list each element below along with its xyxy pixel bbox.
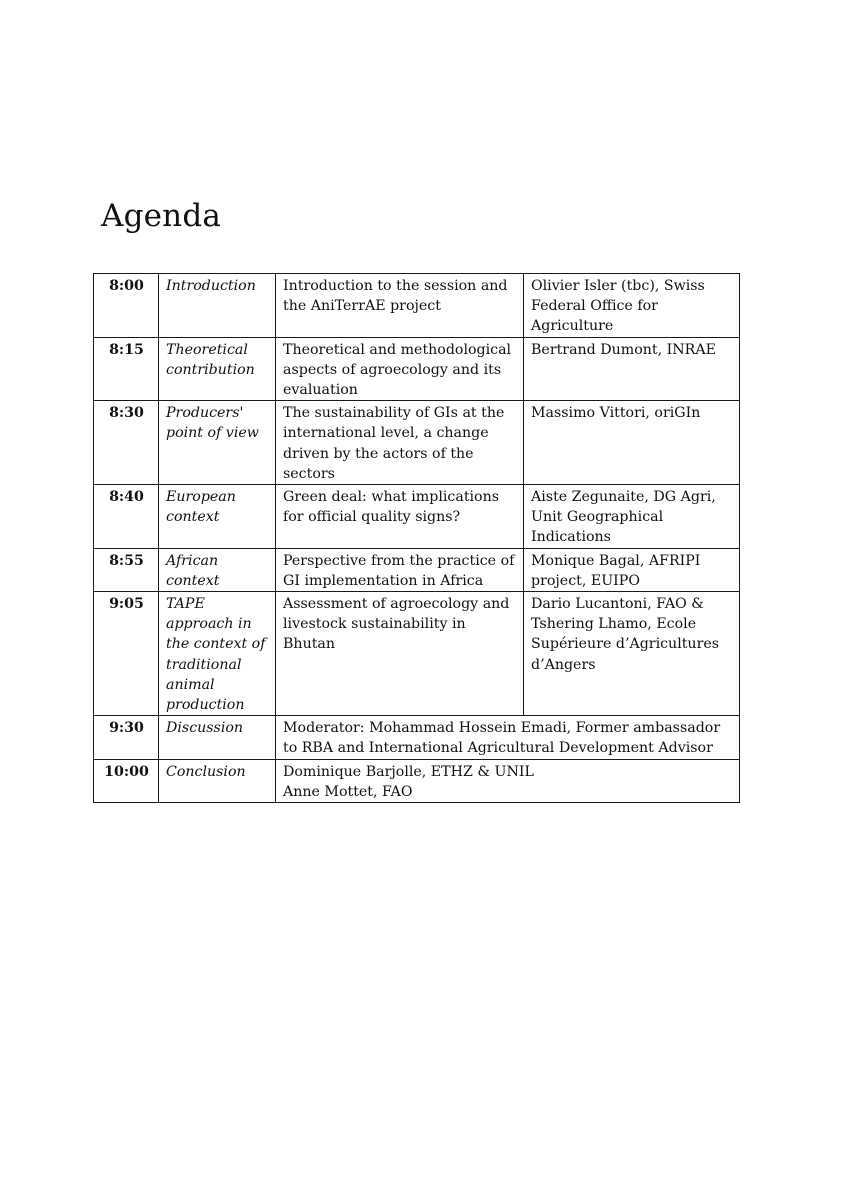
agenda-table [93,273,740,803]
agenda-session-type: Conclusion [159,759,276,802]
agenda-speaker: Olivier Isler (tbc), Swiss Federal Office for Agriculture [524,274,740,338]
agenda-speaker: Bertrand Dumont, INRAE [524,337,740,401]
agenda-time: 8:15 [94,337,159,401]
agenda-description: Assessment of agroecology and livestock sustainability in Bhutan [276,592,524,716]
agenda-speaker: Dario Lucantoni, FAO & Tshering Lhamo, Ecole Supérieure d’Agricultures d’Angers [524,592,740,716]
page-title: Agenda [101,198,222,234]
agenda-row-0840 [94,485,740,549]
agenda-speaker: Monique Bagal, AFRIPI project, EUIPO [524,548,740,591]
agenda-session-type: Producers' point of view [159,401,276,485]
agenda-moderator: Moderator: Mohammad Hossein Emadi, Former ambassador to RBA and International Agricultural Development Advisor [276,716,740,759]
conclusion-speaker: Anne Mottet, FAO [283,783,413,800]
agenda-description: Perspective from the practice of GI implementation in Africa [276,548,524,591]
agenda-row-0800 [94,274,740,338]
agenda-row-1000 [94,759,740,802]
agenda-time: 8:00 [94,274,159,338]
conclusion-speaker: Dominique Barjolle, ETHZ & UNIL [283,763,534,780]
agenda-time: 8:55 [94,548,159,591]
agenda-session-type: Introduction [159,274,276,338]
agenda-time: 8:40 [94,485,159,549]
agenda-description: Green deal: what implications for official quality signs? [276,485,524,549]
agenda-session-type: Discussion [159,716,276,759]
agenda-description: Introduction to the session and the AniTerrAE project [276,274,524,338]
agenda-session-type: Theoretical contribution [159,337,276,401]
agenda-time: 9:30 [94,716,159,759]
agenda-time: 10:00 [94,759,159,802]
agenda-row-0855 [94,548,740,591]
agenda-conclusion-speakers [276,759,740,802]
agenda-session-type: European context [159,485,276,549]
agenda-row-0830 [94,401,740,485]
agenda-description: The sustainability of GIs at the international level, a change driven by the actors of the sectors [276,401,524,485]
agenda-session-type: TAPE approach in the context of traditional animal production [159,592,276,716]
agenda-description: Theoretical and methodological aspects of agroecology and its evaluation [276,337,524,401]
agenda-speaker: Massimo Vittori, oriGIn [524,401,740,485]
agenda-session-type: African context [159,548,276,591]
agenda-row-0815 [94,337,740,401]
agenda-row-0930 [94,716,740,759]
agenda-speaker: Aiste Zegunaite, DG Agri, Unit Geographical Indications [524,485,740,549]
agenda-row-0905 [94,592,740,716]
agenda-time: 9:05 [94,592,159,716]
agenda-time: 8:30 [94,401,159,485]
